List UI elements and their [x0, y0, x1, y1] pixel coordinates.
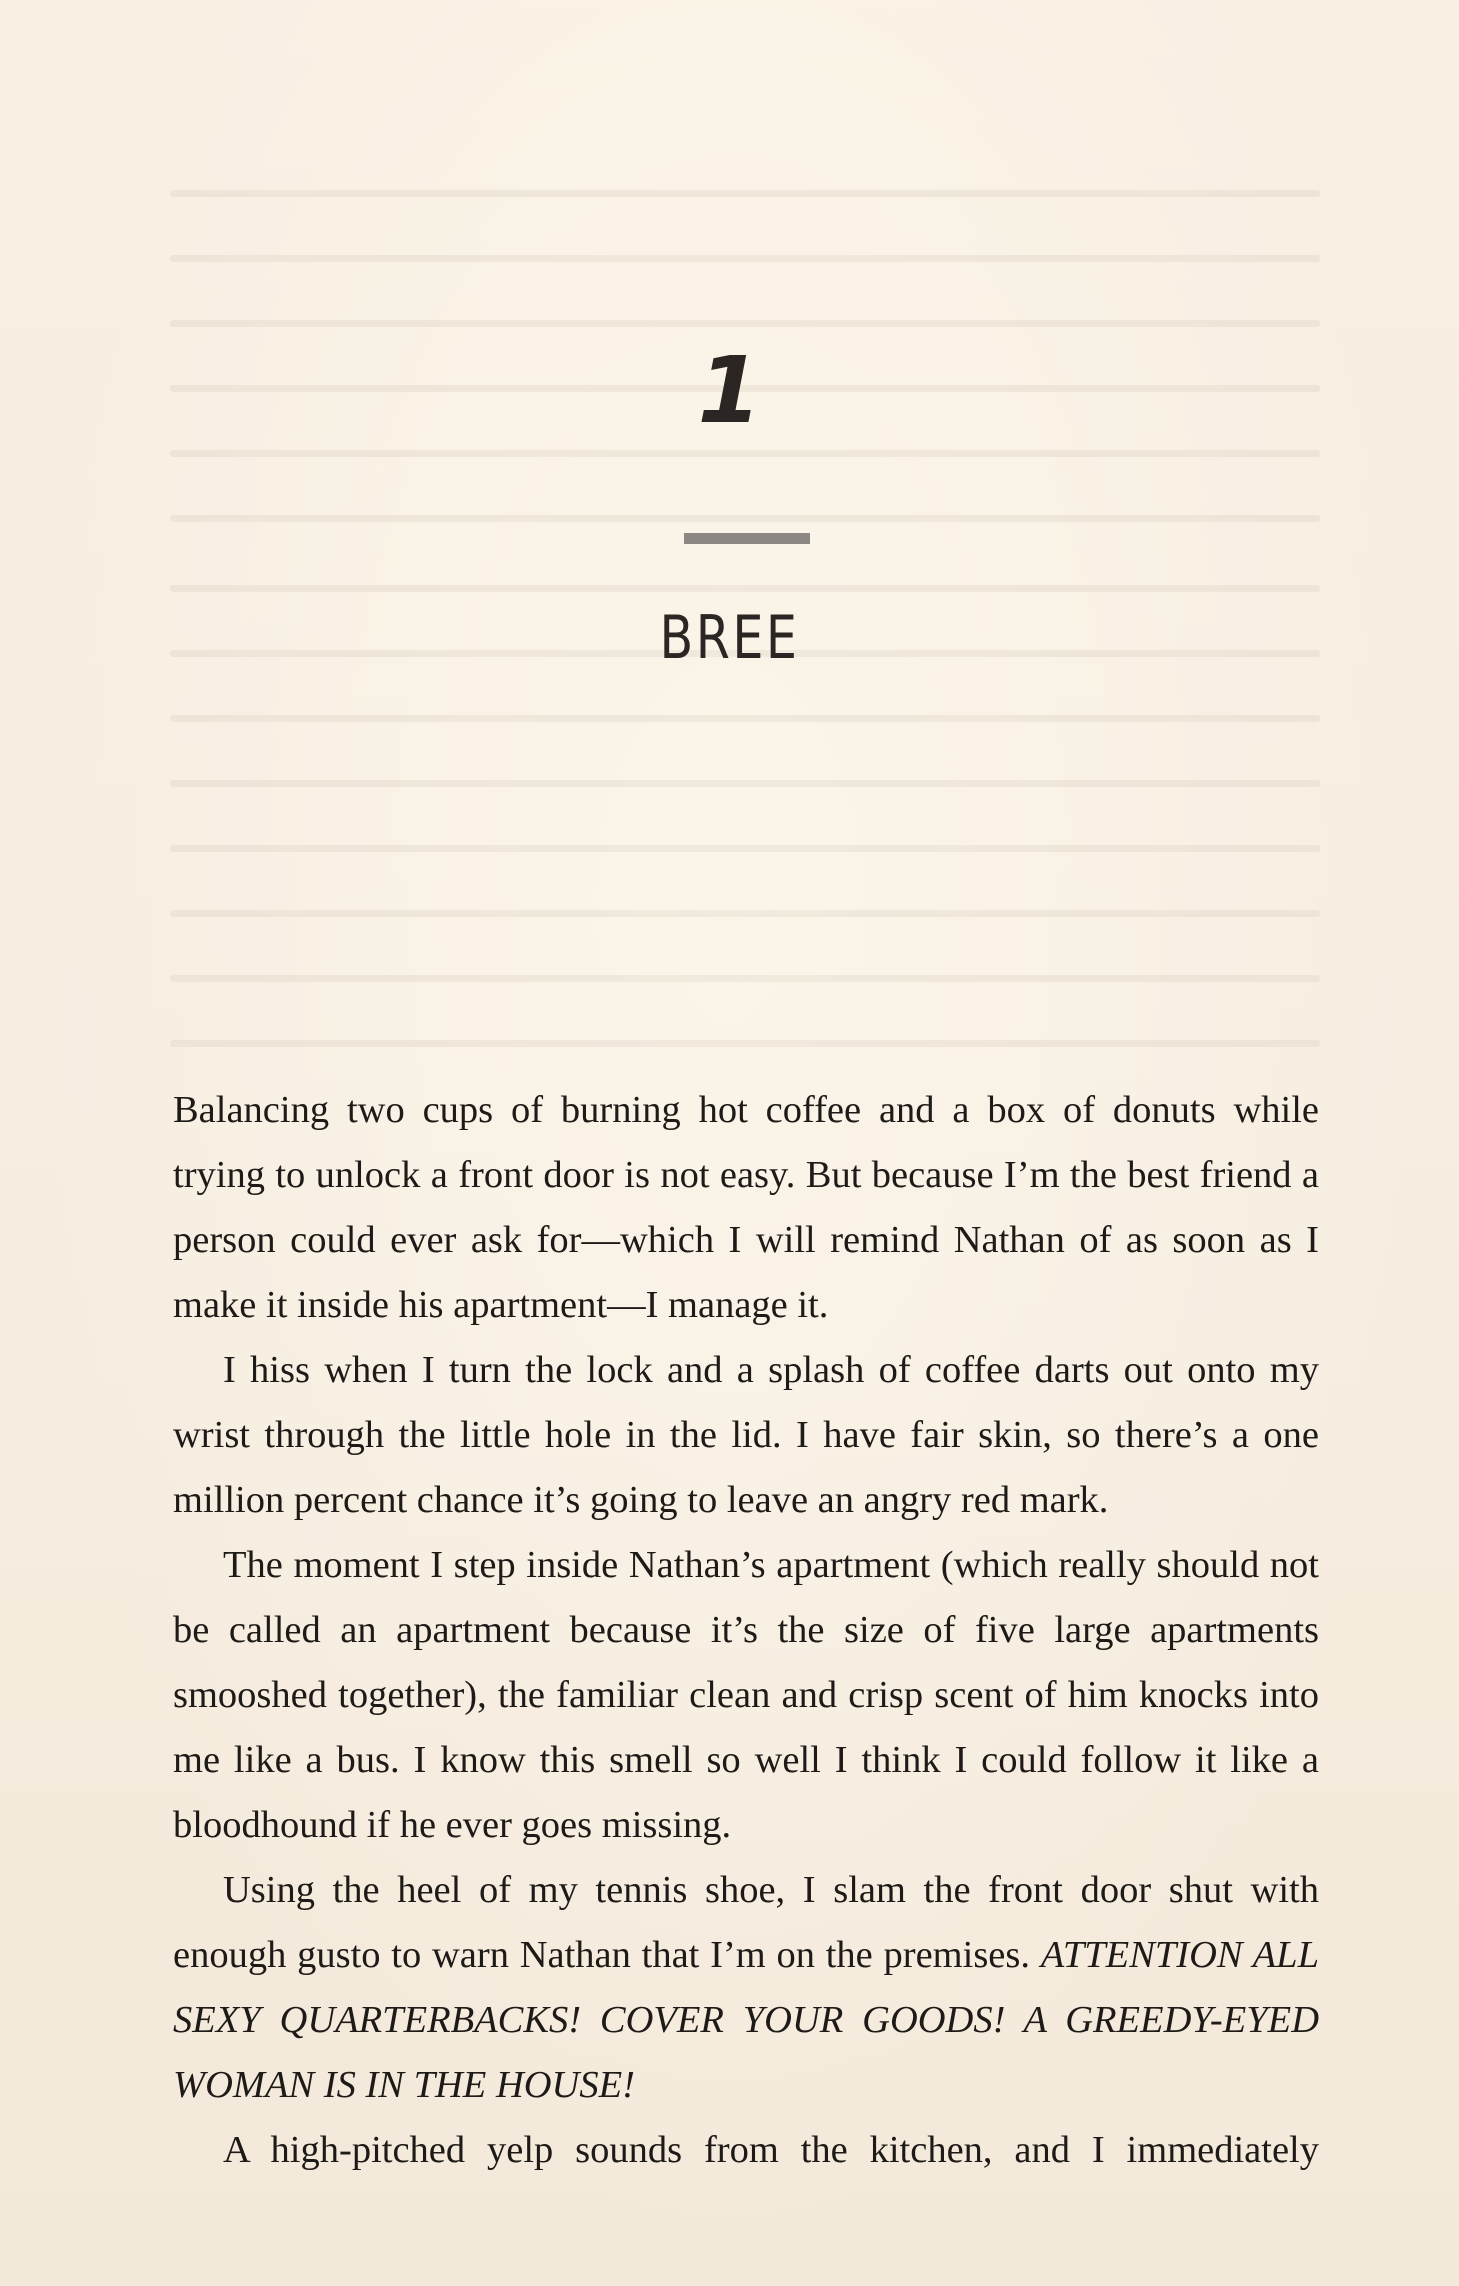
- bleed-through-line: [170, 515, 1320, 522]
- chapter-divider: [684, 533, 810, 544]
- bleed-through-line: [170, 1040, 1320, 1047]
- bleed-through-line: [170, 975, 1320, 982]
- bleed-through-line: [170, 190, 1320, 197]
- paragraph: The moment I step inside Nathan’s apartment (which really should not be called an apartment because it’s the size of five large apartments smooshed together), the familiar clean and crisp scent of him knocks into me like a bus. I know this smell so well I think I could follow it like a bloodhound if he ever goes missing.: [173, 1544, 1319, 1846]
- chapter-title: BREE: [659, 603, 800, 673]
- bleed-through-line: [170, 450, 1320, 457]
- paragraph: Balancing two cups of burning hot coffee and a box of donuts while trying to unlock a front door is not easy. But because I’m the best friend a person could ever ask for—which I will remind Nathan of as soon as I make it inside his apartment—I manage it.: [173, 1089, 1319, 1326]
- bleed-through-line: [170, 585, 1320, 592]
- paragraph: I hiss when I turn the lock and a splash of coffee darts out onto my wrist through the little hole in the lid. I have fair skin, so there’s a one million percent chance it’s going to leave an angry red mark.: [173, 1349, 1319, 1521]
- paragraph-italic-text: ATTENTION ALL SEXY QUARTERBACKS! COVER YOUR GOODS! A GREEDY-EYED WOMAN IS IN THE HOUSE!: [173, 1934, 1319, 2106]
- paragraph-text: Using the heel of my tennis shoe, I slam the front door shut with enough gusto to warn Nathan that I’m on the premises.: [173, 1869, 1319, 1976]
- paragraph: A high-pitched yelp sounds from the kitchen, and I immediately: [223, 2129, 1319, 2171]
- chapter-body: [173, 1078, 1319, 2183]
- chapter-number: 1: [697, 337, 762, 444]
- bleed-through-line: [170, 715, 1320, 722]
- bleed-through-line: [170, 255, 1320, 262]
- paragraph: [173, 1858, 1319, 2118]
- bleed-through-line: [170, 845, 1320, 852]
- bleed-through-line: [170, 780, 1320, 787]
- bleed-through-line: [170, 910, 1320, 917]
- bleed-through-line: [170, 320, 1320, 327]
